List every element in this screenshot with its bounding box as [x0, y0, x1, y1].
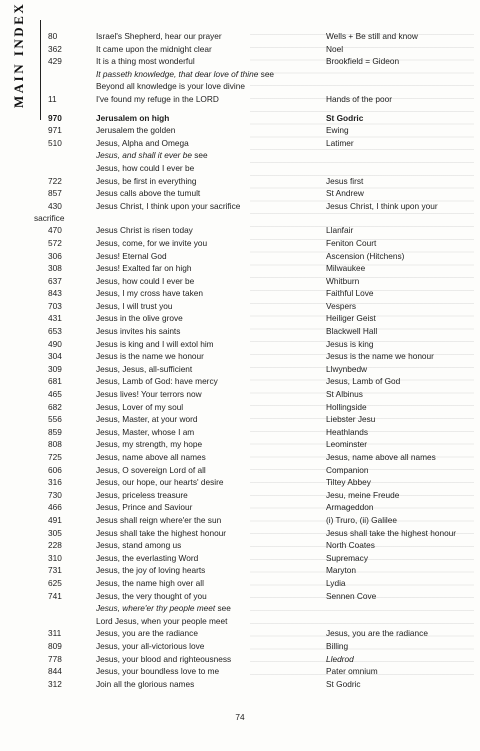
index-row: [0, 200, 480, 213]
hymn-number: 970: [48, 112, 62, 123]
index-row: [0, 250, 480, 263]
hymn-number: 80: [48, 31, 58, 41]
hymn-number: 312: [48, 678, 62, 689]
hymn-first-line: Jesus, Alpha and Omega: [96, 137, 189, 148]
hymn-first-line: Israel's Shepherd, hear our prayer: [96, 31, 222, 41]
hymn-first-line: Jesus Christ is risen today: [96, 225, 193, 236]
hymn-first-line: Jesus, come, for we invite you: [96, 237, 208, 248]
hymn-first-line: Jesus Christ, I think upon your sacrifice: [96, 200, 241, 211]
tune-name: Companion: [326, 464, 369, 475]
index-row: [0, 627, 480, 640]
hymn-number: 843: [48, 288, 62, 299]
index-row: [0, 476, 480, 489]
cross-reference-text: Jesus, and shall it ever be: [96, 150, 192, 161]
hymn-first-line: Jesus, stand among us: [96, 540, 182, 551]
hymn-first-line: Jesus, Jesus, all-sufficient: [96, 363, 193, 374]
index-row: [0, 413, 480, 426]
hymn-number: 731: [48, 565, 62, 576]
hymn-number: 778: [48, 653, 62, 664]
hymn-number: 682: [48, 401, 62, 412]
hymn-first-line: Jesus, the joy of loving hearts: [96, 565, 206, 576]
tune-name: Jesu, meine Freude: [326, 489, 400, 500]
hymn-first-line: Jesus, the very thought of you: [96, 590, 207, 601]
hymn-number: 857: [48, 188, 62, 199]
index-row: [0, 175, 480, 188]
hymn-first-line: Jesus shall reign where'er the sun: [96, 514, 222, 525]
tune-name: Heathlands: [326, 426, 368, 437]
index-row: [0, 552, 480, 565]
hymn-number: 625: [48, 577, 62, 588]
tune-name: St Godric: [326, 678, 361, 689]
tune-name: Liebster Jesu: [326, 414, 376, 425]
tune-name: Wells + Be still and know: [326, 31, 418, 41]
hymn-number: 305: [48, 527, 62, 538]
tune-name: Jesus first: [326, 175, 364, 186]
hymn-number: 430: [48, 200, 62, 211]
index-row: [0, 678, 480, 691]
tune-name: Jesus is the name we honour: [326, 351, 434, 362]
hymn-number: 556: [48, 414, 62, 425]
hymn-number: 490: [48, 338, 62, 349]
tune-name: Sennen Cove: [326, 590, 377, 601]
tune-name: Jesus is king: [326, 338, 374, 349]
index-row: [0, 375, 480, 388]
tune-name: Jesus, you are the radiance: [326, 628, 428, 639]
hymn-first-line: It is a thing most wonderful: [96, 56, 195, 67]
index-row: [0, 68, 480, 81]
tune-name: Jesus shall take the highest honour: [326, 527, 457, 538]
index-row: [0, 464, 480, 477]
index-row: [0, 224, 480, 237]
hymn-number: 703: [48, 300, 62, 311]
hymn-first-line: Jesus, be first in everything: [96, 175, 197, 186]
tune-name: Noel: [326, 43, 344, 54]
hymn-number: 722: [48, 175, 62, 186]
hymn-number: 11: [48, 93, 57, 104]
hymn-first-line: Jesus, Lover of my soul: [96, 401, 184, 412]
index-list: [0, 30, 480, 690]
index-row: [0, 602, 480, 615]
hymn-number: 510: [48, 137, 62, 148]
hymn-first-line: Jesus, you are the radiance: [96, 628, 198, 639]
index-row: [0, 388, 480, 401]
hymn-first-line: Jesus, where'er thy people meet see: [96, 603, 231, 614]
hymn-number: 741: [48, 590, 62, 601]
hymn-number: 681: [48, 376, 62, 387]
hymn-first-line: I've found my refuge in the LORD: [96, 93, 219, 104]
index-row: [0, 55, 480, 68]
tune-name: Jesus, Lamb of God: [326, 376, 401, 387]
hymn-first-line: Jesus, the name high over all: [96, 577, 204, 588]
index-row: [0, 501, 480, 514]
hymn-first-line: Jesus calls above the tumult: [96, 188, 201, 199]
hymn-number: 725: [48, 452, 62, 462]
hymn-number: 653: [48, 326, 62, 337]
hymn-first-line: Jesus, Master, at your word: [96, 414, 198, 425]
hymn-first-line: Jesus in the olive grove: [96, 313, 183, 324]
wrapped-text: sacrifice: [34, 213, 65, 224]
hymn-number: 310: [48, 552, 62, 563]
tune-name: Faithful Love: [326, 288, 374, 299]
hymn-first-line: Jesus, I my cross have taken: [96, 288, 203, 299]
tune-name: Feniton Court: [326, 237, 377, 248]
hymn-first-line: Jesus lives! Your terrors now: [96, 389, 202, 400]
hymn-number: 572: [48, 237, 62, 248]
tune-name: St Godric: [326, 112, 364, 123]
index-row: [0, 187, 480, 200]
hymn-number: 306: [48, 250, 62, 261]
tune-name: Jesus Christ, I think upon your: [326, 200, 438, 211]
index-row: [0, 350, 480, 363]
index-row: [0, 514, 480, 527]
index-row: [0, 149, 480, 162]
hymn-number: 465: [48, 389, 62, 400]
hymn-number: 606: [48, 464, 62, 475]
index-row: [0, 80, 480, 93]
index-row: [0, 438, 480, 451]
index-row: [0, 262, 480, 275]
tune-name: Hollingside: [326, 401, 367, 412]
index-row: [0, 43, 480, 56]
hymn-number: 362: [48, 43, 62, 54]
hymn-number: 304: [48, 351, 62, 362]
index-row: [0, 489, 480, 502]
index-row: [0, 112, 480, 125]
hymn-number: 637: [48, 275, 62, 286]
index-row: [0, 640, 480, 653]
index-row: [0, 275, 480, 288]
cross-reference-text: It passeth knowledge, that dear love of thine: [96, 68, 259, 79]
hymn-first-line: Jesus, my strength, my hope: [96, 439, 203, 450]
hymn-number: 466: [48, 502, 62, 513]
index-row: [0, 539, 480, 552]
hymn-number: 309: [48, 363, 62, 374]
hymn-first-line: Lord Jesus, when your people meet: [96, 615, 228, 626]
index-row: [0, 451, 480, 464]
tune-name: St Albinus: [326, 389, 363, 400]
hymn-first-line: It came upon the midnight clear: [96, 43, 212, 54]
tune-name: Leominster: [326, 439, 368, 450]
index-row: [0, 564, 480, 577]
hymn-number: 311: [48, 628, 62, 639]
index-row: [0, 590, 480, 603]
hymn-first-line: Jesus, O sovereign Lord of all: [96, 464, 206, 475]
hymn-first-line: Jesus, how could I ever be: [96, 162, 195, 173]
index-row: [0, 653, 480, 666]
index-row: [0, 300, 480, 313]
hymn-number: 431: [48, 313, 62, 324]
hymn-first-line: Jesus shall take the highest honour: [96, 527, 227, 538]
tune-name: Maryton: [326, 565, 356, 576]
tune-name: Milwaukee: [326, 263, 366, 274]
tune-name: Brookfield = Gideon: [326, 56, 400, 67]
index-row: [0, 162, 480, 175]
hymn-number: 859: [48, 426, 62, 437]
index-row: [0, 401, 480, 414]
hymn-first-line: Jesus, and shall it ever be see: [96, 150, 208, 161]
hymn-first-line: Jesus, name above all names: [96, 452, 206, 462]
index-row: [0, 577, 480, 590]
tune-name: Jesus, name above all names: [326, 452, 436, 462]
tune-name: Ewing: [326, 125, 349, 136]
hymn-number: 971: [48, 125, 62, 136]
index-row: [0, 527, 480, 540]
hymn-number: 429: [48, 56, 62, 67]
hymn-first-line: Jesus, your boundless love to me: [96, 666, 220, 677]
index-row: [0, 124, 480, 137]
index-row: [0, 325, 480, 338]
hymn-first-line: Jesus, the everlasting Word: [96, 552, 199, 563]
hymn-first-line: Join all the glorious names: [96, 678, 195, 689]
hymn-number: 228: [48, 540, 62, 551]
hymn-first-line: Jesus! Exalted far on high: [96, 263, 192, 274]
tune-name: Hands of the poor: [326, 93, 392, 104]
hymn-first-line: Jesus invites his saints: [96, 326, 181, 337]
tune-name: Lydia: [326, 577, 346, 588]
index-row: [0, 426, 480, 439]
tune-name: Supremacy: [326, 552, 368, 563]
hymn-first-line: Jesus, your blood and righteousness: [96, 653, 232, 664]
hymn-first-line: It passeth knowledge, that dear love of thine see: [96, 68, 275, 79]
tune-name: (i) Truro, (ii) Galilee: [326, 514, 397, 525]
index-row: [0, 338, 480, 351]
tune-name: Heiliger Geist: [326, 313, 376, 324]
hymn-first-line: Jesus, I will trust you: [96, 300, 173, 311]
tune-name: Llwynbedw: [326, 363, 368, 374]
index-row: [0, 237, 480, 250]
index-row: [0, 93, 480, 106]
tune-name: Tiltey Abbey: [326, 477, 371, 488]
hymn-first-line: Jesus, Prince and Saviour: [96, 502, 193, 513]
tune-name: North Coates: [326, 540, 375, 551]
hymn-number: 808: [48, 439, 62, 450]
hymn-first-line: Jesus, your all-victorious love: [96, 640, 205, 651]
hymn-number: 470: [48, 225, 62, 236]
index-row: [0, 30, 480, 43]
section-label: MAIN INDEX: [11, 1, 26, 108]
page-number: 74: [235, 712, 245, 722]
hymn-number: 316: [48, 477, 62, 488]
tune-name: Lledrod: [326, 653, 354, 664]
hymn-first-line: Jesus, Master, whose I am: [96, 426, 195, 437]
hymn-number: 730: [48, 489, 62, 500]
hymn-first-line: Jesus, how could I ever be: [96, 275, 195, 286]
tune-name: Blackwell Hall: [326, 326, 378, 337]
index-row: [0, 287, 480, 300]
tune-name: Pater omnium: [326, 666, 378, 677]
tune-name: Llanfair: [326, 225, 354, 236]
hymn-first-line: Jesus is king and I will extol him: [96, 338, 214, 349]
hymn-first-line: Jesus, our hope, our hearts' desire: [96, 477, 224, 488]
wrapped-title-line: [0, 212, 480, 224]
tune-name: St Andrew: [326, 188, 364, 199]
hymn-first-line: Jesus, priceless treasure: [96, 489, 188, 500]
hymn-number: 491: [48, 514, 62, 525]
hymn-number: 809: [48, 640, 62, 651]
tune-name: Whitburn: [326, 275, 360, 286]
index-row: [0, 137, 480, 150]
tune-name: Ascension (Hitchens): [326, 250, 405, 261]
hymn-first-line: Jesus, Lamb of God: have mercy: [96, 376, 218, 387]
hymn-first-line: Jerusalem on high: [96, 112, 170, 123]
tune-name: Armageddon: [326, 502, 374, 513]
hymn-first-line: Jerusalem the golden: [96, 125, 176, 136]
hymn-number: 844: [48, 666, 62, 677]
index-row: [0, 312, 480, 325]
hymn-first-line: Jesus is the name we honour: [96, 351, 204, 362]
index-row: [0, 615, 480, 628]
hymn-first-line: Jesus! Eternal God: [96, 250, 167, 261]
index-row: [0, 665, 480, 678]
hymn-number: 308: [48, 263, 62, 274]
hymn-first-line: Beyond all knowledge is your love divine: [96, 81, 245, 92]
index-row: [0, 363, 480, 376]
tune-name: Billing: [326, 640, 349, 651]
tune-name: Vespers: [326, 300, 356, 311]
tune-name: Latimer: [326, 137, 354, 148]
cross-reference-text: Jesus, where'er thy people meet: [96, 603, 216, 614]
